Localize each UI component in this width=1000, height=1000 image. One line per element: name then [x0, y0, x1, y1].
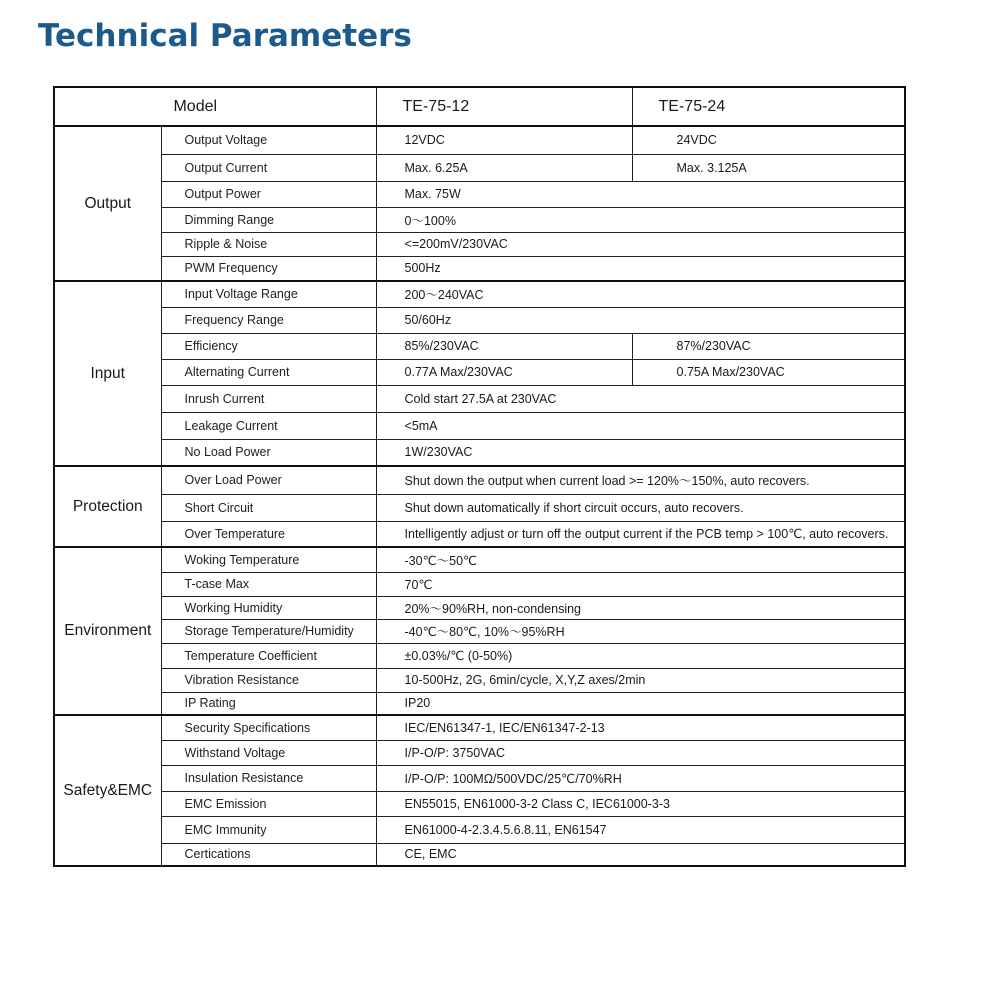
param-label: Working Humidity	[161, 596, 376, 619]
table-row	[54, 256, 905, 281]
param-label: Security Specifications	[161, 715, 376, 740]
header-model-1: TE-75-12	[376, 87, 632, 126]
param-value: 20%～90%RH, non-condensing	[376, 596, 905, 619]
param-value: 12VDC	[376, 126, 632, 154]
param-value: 0.77A Max/230VAC	[376, 359, 632, 385]
output-group	[54, 126, 905, 281]
protection-group	[54, 466, 905, 547]
param-value: EN55015, EN61000-3-2 Class C, IEC61000-3-3	[376, 791, 905, 816]
table-row	[54, 439, 905, 466]
table-row	[54, 715, 905, 740]
param-label: Leakage Current	[161, 412, 376, 439]
table-row	[54, 359, 905, 385]
table-row	[54, 207, 905, 232]
param-value: Max. 6.25A	[376, 154, 632, 181]
param-label: Vibration Resistance	[161, 668, 376, 692]
param-value: 87%/230VAC	[632, 333, 905, 359]
param-label: Temperature Coefficient	[161, 643, 376, 668]
param-value: IEC/EN61347-1, IEC/EN61347-2-13	[376, 715, 905, 740]
param-value: 500Hz	[376, 256, 905, 281]
table-row	[54, 547, 905, 572]
table-row	[54, 126, 905, 154]
param-value: <5mA	[376, 412, 905, 439]
param-label: Output Voltage	[161, 126, 376, 154]
param-label: Certications	[161, 843, 376, 866]
param-value: I/P-O/P: 3750VAC	[376, 740, 905, 765]
table-row	[54, 181, 905, 207]
category-environment: Environment	[54, 547, 161, 715]
table-row	[54, 521, 905, 547]
param-label: Frequency Range	[161, 307, 376, 333]
table-row	[54, 596, 905, 619]
param-label: Withstand Voltage	[161, 740, 376, 765]
table-row	[54, 740, 905, 765]
param-label: Output Current	[161, 154, 376, 181]
param-label: Input Voltage Range	[161, 281, 376, 307]
input-group	[54, 281, 905, 466]
param-value: 0～100%	[376, 207, 905, 232]
category-protection: Protection	[54, 466, 161, 547]
table-row	[54, 843, 905, 866]
category-output: Output	[54, 126, 161, 281]
table-row	[54, 494, 905, 521]
table-row	[54, 307, 905, 333]
table-row	[54, 668, 905, 692]
param-value: Shut down automatically if short circuit occurs, auto recovers.	[376, 494, 905, 521]
table-row	[54, 466, 905, 494]
param-label: PWM Frequency	[161, 256, 376, 281]
param-value: 200～240VAC	[376, 281, 905, 307]
page-title: Technical Parameters	[38, 18, 412, 54]
param-label: Output Power	[161, 181, 376, 207]
param-label: Over Temperature	[161, 521, 376, 547]
param-label: Over Load Power	[161, 466, 376, 494]
param-value: 85%/230VAC	[376, 333, 632, 359]
param-value: 0.75A Max/230VAC	[632, 359, 905, 385]
param-value: Max. 75W	[376, 181, 905, 207]
param-label: T-case Max	[161, 572, 376, 596]
technical-parameters-table	[53, 86, 906, 867]
safety-group	[54, 715, 905, 866]
param-label: EMC Emission	[161, 791, 376, 816]
param-label: Storage Temperature/Humidity	[161, 619, 376, 643]
table-row	[54, 619, 905, 643]
param-value: I/P-O/P: 100MΩ/500VDC/25℃/70%RH	[376, 765, 905, 791]
table-row	[54, 572, 905, 596]
param-label: Woking Temperature	[161, 547, 376, 572]
table-row	[54, 692, 905, 715]
param-label: No Load Power	[161, 439, 376, 466]
param-value: Shut down the output when current load >= 120%～150%, auto recovers.	[376, 466, 905, 494]
param-value: Intelligently adjust or turn off the output current if the PCB temp > 100℃, auto recovers.	[376, 521, 905, 547]
param-label: Ripple & Noise	[161, 232, 376, 256]
table-row	[54, 816, 905, 843]
category-input: Input	[54, 281, 161, 466]
param-value: Max. 3.125A	[632, 154, 905, 181]
param-label: EMC Immunity	[161, 816, 376, 843]
table-row	[54, 765, 905, 791]
param-value: 24VDC	[632, 126, 905, 154]
param-label: Short Circuit	[161, 494, 376, 521]
param-value: Cold start 27.5A at 230VAC	[376, 385, 905, 412]
param-label: IP Rating	[161, 692, 376, 715]
param-value: ±0.03%/℃ (0-50%)	[376, 643, 905, 668]
param-label: Alternating Current	[161, 359, 376, 385]
param-value: -40℃～80℃, 10%～95%RH	[376, 619, 905, 643]
param-value: <=200mV/230VAC	[376, 232, 905, 256]
param-label: Inrush Current	[161, 385, 376, 412]
header-row	[54, 87, 905, 126]
param-label: Insulation Resistance	[161, 765, 376, 791]
header-model-2: TE-75-24	[632, 87, 905, 126]
param-value: 1W/230VAC	[376, 439, 905, 466]
header-model: Model	[54, 87, 376, 126]
param-value: IP20	[376, 692, 905, 715]
param-value: 70℃	[376, 572, 905, 596]
param-label: Dimming Range	[161, 207, 376, 232]
table-row	[54, 791, 905, 816]
table-row	[54, 232, 905, 256]
table-row	[54, 154, 905, 181]
category-safety-emc: Safety&EMC	[54, 715, 161, 866]
param-value: EN61000-4-2.3.4.5.6.8.11, EN61547	[376, 816, 905, 843]
table-row	[54, 643, 905, 668]
param-value: -30℃～50℃	[376, 547, 905, 572]
environment-group	[54, 547, 905, 715]
param-label: Efficiency	[161, 333, 376, 359]
table-row	[54, 281, 905, 307]
param-value: CE, EMC	[376, 843, 905, 866]
param-value: 10-500Hz, 2G, 6min/cycle, X,Y,Z axes/2min	[376, 668, 905, 692]
table-row	[54, 412, 905, 439]
param-value: 50/60Hz	[376, 307, 905, 333]
table-row	[54, 333, 905, 359]
table-row	[54, 385, 905, 412]
